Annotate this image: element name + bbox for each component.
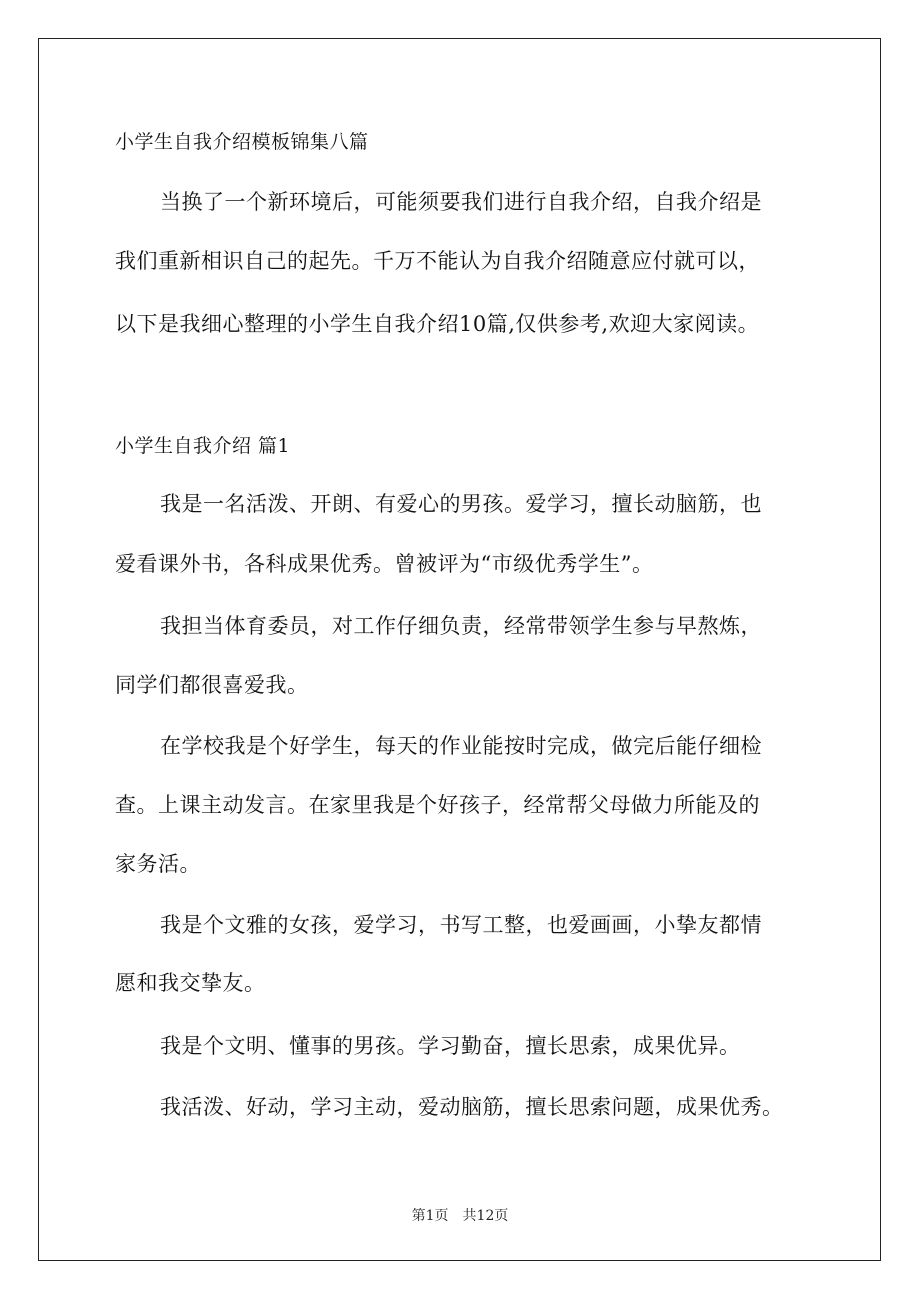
intro-line-1: 当换了一个新环境后，可能须要我们进行自我介绍，自我介绍是 [160, 190, 762, 214]
intro-line-2: 我们重新相识自己的起先。千万不能认为自我介绍随意应付就可以， [115, 249, 760, 273]
paragraph-line: 我活泼、好动，学习主动，爱动脑筋，擅长思索问题，成果优秀。 [160, 1095, 784, 1119]
paragraph-line: 我是一名活泼、开朗、有爱心的男孩。爱学习，擅长动脑筋，也 [160, 492, 762, 516]
page-total: 共12页 [462, 1208, 509, 1224]
paragraph-line: 家务活。 [115, 852, 201, 876]
document-title: 小学生自我介绍模板锦集八篇 [115, 131, 369, 153]
page-number: 第1页 [411, 1208, 449, 1224]
paragraph-line: 查。上课主动发言。在家里我是个好孩子，经常帮父母做力所能及的 [115, 793, 760, 817]
paragraph-line: 愿和我交挚友。 [115, 971, 266, 995]
intro-line-3: 以下是我细心整理的小学生自我介绍10篇,仅供参考,欢迎大家阅读。 [115, 312, 760, 336]
section-heading: 小学生自我介绍 篇1 [115, 435, 291, 457]
paragraph-line: 在学校我是个好学生，每天的作业能按时完成，做完后能仔细检 [160, 734, 762, 758]
page-border [38, 38, 881, 1261]
paragraph-line: 我担当体育委员，对工作仔细负责，经常带领学生参与早熬炼， [160, 614, 762, 638]
paragraph-line: 爱看课外书，各科成果优秀。曾被评为“市级优秀学生”。 [115, 552, 654, 576]
paragraph-line: 我是个文雅的女孩，爱学习，书写工整，也爱画画，小挚友都情 [160, 913, 762, 937]
paragraph-line: 同学们都很喜爱我。 [115, 673, 309, 697]
page-footer [0, 1206, 920, 1226]
paragraph-line: 我是个文明、懂事的男孩。学习勤奋，擅长思索，成果优异。 [160, 1034, 741, 1058]
